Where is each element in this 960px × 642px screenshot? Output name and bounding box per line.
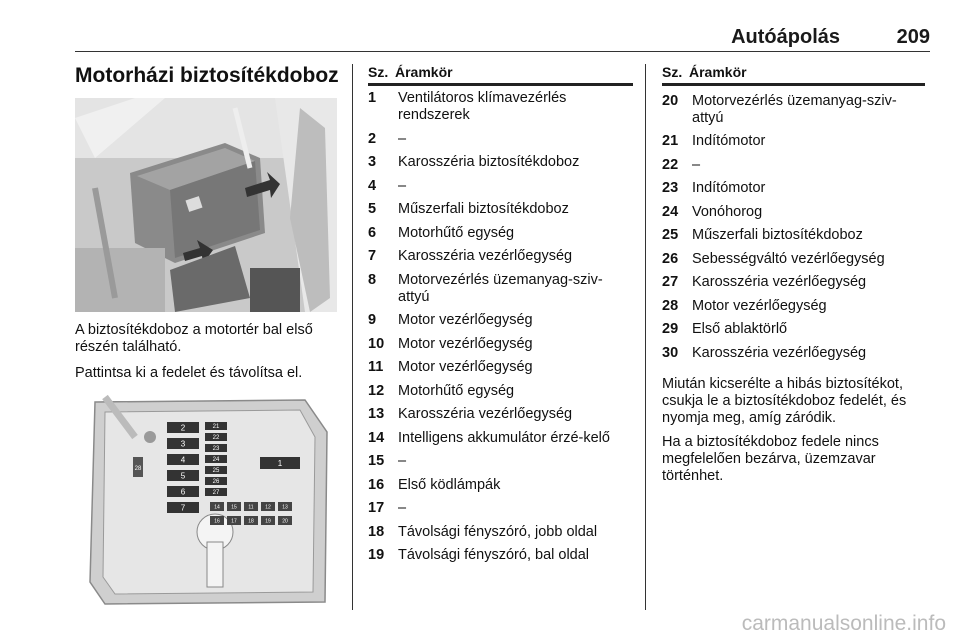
- fuse-label: 13: [282, 504, 288, 511]
- fuse-label: 15: [231, 504, 237, 511]
- circuit-name: Karosszéria vezérlőegység: [692, 344, 867, 361]
- fuse-number: 22: [662, 156, 679, 173]
- fuse-number: 5: [368, 201, 377, 217]
- circuit-name: Karosszéria vezérlőegység: [398, 248, 573, 264]
- engine-fusebox-photo: [75, 98, 337, 312]
- column-divider: [352, 64, 353, 610]
- fuse-label: 4: [180, 455, 186, 465]
- table-row: [368, 359, 633, 376]
- fuse-number: 20: [662, 92, 679, 109]
- fuse-number: 18: [368, 523, 385, 540]
- fuse-label: 21: [212, 424, 220, 431]
- table-row: [368, 272, 633, 306]
- fuse-number: 25: [662, 227, 679, 243]
- table-row: [662, 274, 925, 291]
- fuse-28-label: 28: [134, 466, 142, 472]
- fuse-number: 21: [662, 133, 679, 149]
- fuse-number: 30: [662, 344, 679, 361]
- table-row: [662, 93, 925, 127]
- table-row: [662, 133, 925, 150]
- table-row: [368, 453, 633, 470]
- circuit-name: Műszerfali biztosítékdoboz: [692, 227, 863, 243]
- table-header: [368, 64, 633, 86]
- fuse-number: 12: [368, 382, 385, 399]
- fuse-number: 2: [368, 130, 377, 147]
- location-paragraph: A biztosítékdoboz a motortér bal első részén található.: [75, 322, 313, 355]
- circuit-name: Karosszéria biztosítékdoboz: [398, 154, 580, 170]
- table-row: [662, 180, 925, 197]
- table-header: [662, 64, 925, 86]
- circuit-name: Sebességváltó vezérlőegység: [692, 250, 885, 267]
- circuit-name: Intelligens akkumulátor érzé-kelő: [398, 429, 610, 446]
- table-row: [368, 500, 633, 517]
- fuse-label: 20: [282, 518, 288, 525]
- fuse-number: 7: [368, 248, 377, 264]
- fuse-label: 25: [212, 468, 220, 475]
- fuse-label: 22: [212, 435, 220, 442]
- fuse-number: 6: [368, 224, 377, 241]
- circuit-name: Motorhűtő egység: [398, 382, 515, 399]
- fuse-number: 16: [368, 476, 385, 493]
- header-num: Sz.: [368, 64, 389, 80]
- circuit-name: Motorvezérlés üzemanyag-sziv-attyú: [692, 92, 897, 126]
- circuit-name: Motor vezérlőegység: [398, 335, 533, 352]
- fuse-number: 11: [368, 359, 384, 375]
- fuse-number: 17: [368, 500, 385, 516]
- header-title: Autóápolás: [731, 26, 840, 48]
- fuse-number: 26: [662, 250, 679, 267]
- instruction-paragraph: Pattintsa ki a fedelet és távolítsa el.: [75, 365, 303, 381]
- replacement-paragraph: Miután kicserélte a hibás biztosítékot, csukja le a biztosítékdoboz fedelét, és nyomja meg, amíg záródik.: [662, 376, 907, 426]
- fuse-number: 27: [662, 274, 679, 290]
- fuse-number: 19: [368, 547, 385, 563]
- fuse-number: 14: [368, 429, 385, 446]
- fuse-label: 12: [265, 504, 271, 511]
- fuse-table-2: [662, 64, 925, 362]
- table-row: [662, 204, 925, 221]
- table-row: [368, 248, 633, 265]
- fuse-number: 10: [368, 335, 385, 352]
- table-row: [662, 321, 925, 338]
- fuse-number: 8: [368, 271, 377, 288]
- fuse-label: 19: [265, 518, 271, 525]
- header-circuit: Áramkör: [689, 64, 747, 80]
- table-row: [662, 345, 925, 362]
- fuse-number: 9: [368, 312, 377, 328]
- circuit-name: Motor vezérlőegység: [692, 297, 827, 314]
- table-row: [368, 178, 633, 195]
- table-row: [368, 201, 633, 218]
- circuit-name: Első ablaktörlő: [692, 321, 788, 337]
- circuit-name: Motor vezérlőegység: [398, 312, 533, 328]
- fuse-number: 1: [368, 90, 377, 106]
- table-row: [368, 383, 633, 400]
- circuit-name: –: [398, 453, 407, 469]
- fuse-label: 18: [248, 518, 254, 525]
- fuse-label: 6: [180, 487, 186, 497]
- circuit-name: Karosszéria vezérlőegység: [692, 274, 867, 290]
- table-row: [368, 477, 633, 494]
- fuse-label: 3: [180, 439, 186, 449]
- table-row: [368, 524, 633, 541]
- fusebox-diagram: [75, 392, 337, 610]
- circuit-name: Távolsági fényszóró, bal oldal: [398, 547, 590, 563]
- circuit-name: Indítómotor: [692, 133, 766, 149]
- fuse-label: 27: [212, 490, 220, 497]
- circuit-name: Ventilátoros klímavezérlés rendszerek: [398, 90, 567, 123]
- fuse-label: 7: [180, 503, 186, 513]
- table-row: [368, 312, 633, 329]
- fuse-number: 23: [662, 180, 679, 196]
- table-row: [368, 154, 633, 171]
- table-row: [368, 225, 633, 242]
- circuit-name: Karosszéria vezérlőegység: [398, 406, 573, 422]
- fuse-label: 2: [180, 423, 186, 433]
- fuse-label: 17: [231, 518, 237, 525]
- fuse-label: 5: [180, 471, 186, 481]
- circuit-name: Távolsági fényszóró, jobb oldal: [398, 523, 598, 540]
- fuse-table-1: [368, 64, 633, 564]
- fuse-label: 26: [212, 479, 220, 486]
- circuit-name: –: [398, 500, 407, 516]
- table-row: [368, 406, 633, 423]
- circuit-name: Motorhűtő egység: [398, 224, 515, 241]
- table-row: [662, 227, 925, 244]
- fuse-number: 3: [368, 154, 377, 170]
- fuse-number: 4: [368, 177, 377, 194]
- circuit-name: Indítómotor: [692, 180, 766, 196]
- page-header: [75, 22, 930, 52]
- circuit-name: Műszerfali biztosítékdoboz: [398, 201, 569, 217]
- fuse-number: 24: [662, 203, 679, 220]
- header-num: Sz.: [662, 64, 683, 80]
- header-circuit: Áramkör: [395, 64, 453, 80]
- fuse-number: 28: [662, 297, 679, 314]
- table-row: [368, 131, 633, 148]
- circuit-name: –: [398, 177, 407, 194]
- fuse-number: 29: [662, 321, 679, 337]
- column-divider: [645, 64, 646, 610]
- fuse-label: 14: [214, 504, 220, 511]
- table-row: [368, 90, 633, 124]
- fuse-label: 24: [212, 457, 220, 464]
- fuse-1-label: 1: [277, 459, 283, 468]
- circuit-name: Motorvezérlés üzemanyag-sziv-attyú: [398, 271, 603, 305]
- fuse-label: 16: [214, 518, 220, 525]
- circuit-name: –: [398, 130, 407, 147]
- table-row: [368, 547, 633, 564]
- header-rule: [75, 51, 930, 52]
- fuse-number: 15: [368, 453, 385, 469]
- circuit-name: Első ködlámpák: [398, 476, 501, 493]
- table-row: [662, 251, 925, 268]
- circuit-name: –: [692, 156, 701, 173]
- circuit-name: Vonóhorog: [692, 203, 763, 220]
- fuse-label: 23: [212, 446, 220, 453]
- fuse-label: 11: [248, 504, 254, 511]
- warning-paragraph: Ha a biztosítékdoboz fedele nincs megfelelően bezárva, üzemzavar történhet.: [662, 434, 879, 484]
- section-title: Motorházi biztosítékdoboz: [75, 64, 339, 87]
- circuit-name: Motor vezérlőegység: [398, 359, 533, 375]
- table-row: [662, 298, 925, 315]
- table-row: [368, 336, 633, 353]
- page-number: 209: [896, 26, 930, 48]
- table-row: [662, 157, 925, 174]
- fuse-number: 13: [368, 406, 385, 422]
- watermark: carmanualsonline.info: [741, 612, 946, 635]
- table-row: [368, 430, 633, 447]
